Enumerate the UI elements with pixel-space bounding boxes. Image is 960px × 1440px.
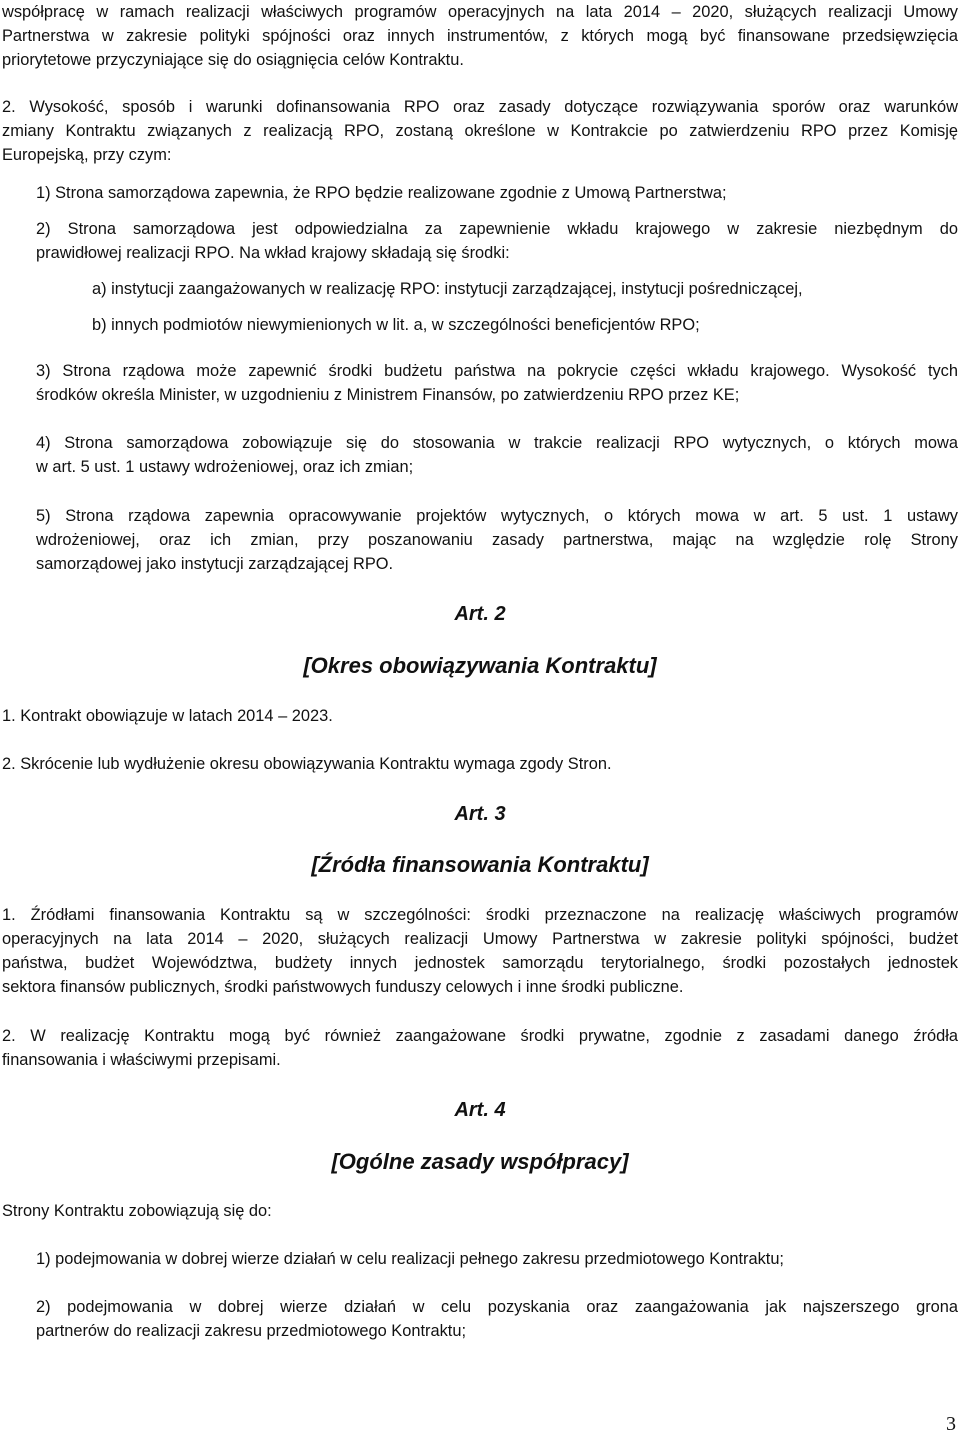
text-line: sektora finansów publicznych, środki państwowych funduszy celowych i inne środki publiczne. bbox=[2, 978, 684, 996]
list-item-2 bbox=[36, 217, 958, 265]
text-line: samorządowej jako instytucji zarządzającej RPO. bbox=[36, 555, 394, 573]
text-line: Strony Kontraktu zobowiązują się do: bbox=[2, 1202, 272, 1220]
sub-item-a bbox=[92, 277, 958, 301]
page-number: 3 bbox=[946, 1413, 956, 1435]
article-3-item-1 bbox=[2, 903, 958, 999]
text-line: 1. Kontrakt obowiązuje w latach 2014 – 2023. bbox=[2, 707, 333, 725]
article-2-item-1 bbox=[2, 704, 958, 728]
article-3-title: [Źródła finansowania Kontraktu] bbox=[311, 852, 649, 877]
article-3-number: Art. 3 bbox=[454, 803, 506, 825]
text-line: 1) Strona samorządowa zapewnia, że RPO będzie realizowane zgodnie z Umową Partnerstwa; bbox=[36, 184, 727, 202]
article-4-number: Art. 4 bbox=[454, 1099, 506, 1121]
text-line: b) innych podmiotów niewymienionych w lit. a, w szczególności beneficjentów RPO; bbox=[92, 316, 700, 334]
text-line: 2) Strona samorządowa jest odpowiedzialna za zapewnienie wkładu krajowego w zakresie niezbędnym do bbox=[36, 220, 958, 238]
list-item-4 bbox=[36, 431, 958, 479]
text-line: Partnerstwa w zakresie polityki spójności oraz innych instrumentów, z których mogą być finansowane przedsięwzięcia bbox=[2, 27, 958, 45]
sub-item-b bbox=[92, 313, 958, 337]
text-line: partnerów do realizacji zakresu przedmiotowego Kontraktu; bbox=[36, 1322, 467, 1340]
text-line: zmiany Kontraktu związanych z realizacją RPO, zostaną określone w Kontrakcie po zatwierdzeniu RPO przez Komisję bbox=[2, 122, 958, 140]
text-line: priorytetowe przyczyniające się do osiągnięcia celów Kontraktu. bbox=[2, 51, 464, 69]
text-line: wdrożeniowej, oraz ich zmian, przy poszanowaniu zasady partnerstwa, mając na względzie rolę Strony bbox=[36, 531, 958, 549]
text-line: 2. Skrócenie lub wydłużenie okresu obowiązywania Kontraktu wymaga zgody Stron. bbox=[2, 755, 612, 773]
text-line: 5) Strona rządowa zapewnia opracowywanie projektów wytycznych, o których mowa w art. 5 ust. 1 ustawy bbox=[36, 507, 958, 525]
paragraph-2 bbox=[2, 95, 958, 167]
text-line: w art. 5 ust. 1 ustawy wdrożeniowej, oraz ich zmian; bbox=[36, 458, 414, 476]
text-line: państwa, budżet Województwa, budżety innych jednostek samorządu terytorialnego, środki pozostałych jednostek bbox=[2, 954, 958, 972]
article-3-item-2 bbox=[2, 1024, 958, 1072]
list-item-5 bbox=[36, 504, 958, 576]
text-line: prawidłowej realizacji RPO. Na wkład krajowy składają się środki: bbox=[36, 244, 510, 262]
text-line: a) instytucji zaangażowanych w realizację RPO: instytucji zarządzającej, instytucji pośredniczącej, bbox=[92, 280, 803, 298]
text-line: 4) Strona samorządowa zobowiązuje się do stosowania w trakcie realizacji RPO wytycznych, o których mowa bbox=[36, 434, 958, 452]
text-line: współpracę w ramach realizacji właściwych programów operacyjnych na lata 2014 – 2020, służących realizacji Umowy bbox=[2, 3, 958, 21]
text-line: 2. W realizację Kontraktu mogą być również zaangażowane środki prywatne, zgodnie z zasadami danego źródła bbox=[2, 1027, 958, 1045]
text-line: 1. Źródłami finansowania Kontraktu są w szczególności: środki przeznaczone na realizację właściwych programów bbox=[2, 906, 958, 924]
list-item-1 bbox=[36, 181, 958, 205]
intro-paragraph bbox=[2, 0, 958, 72]
text-line: operacyjnych na lata 2014 – 2020, służących realizacji Umowy Partnerstwa w zakresie polityki spójności, budżet bbox=[2, 930, 958, 948]
text-line: Europejską, przy czym: bbox=[2, 146, 172, 164]
text-line: 2. Wysokość, sposób i warunki dofinansowania RPO oraz zasady dotyczące rozwiązywania sporów oraz warunków bbox=[2, 98, 958, 116]
article-4-item-2 bbox=[36, 1295, 958, 1343]
article-4-title: [Ogólne zasady współpracy] bbox=[331, 1149, 629, 1174]
article-2-item-2 bbox=[2, 752, 958, 776]
text-line: 3) Strona rządowa może zapewnić środki budżetu państwa na pokrycie części wkładu krajowego. Wysokość tych bbox=[36, 362, 958, 380]
list-item-3 bbox=[36, 359, 958, 407]
text-line: finansowania i właściwymi przepisami. bbox=[2, 1051, 281, 1069]
text-line: 2) podejmowania w dobrej wierze działań w celu pozyskania oraz zaangażowania jak najszerszego grona bbox=[36, 1298, 958, 1316]
article-2-title: [Okres obowiązywania Kontraktu] bbox=[303, 653, 657, 678]
text-line: 1) podejmowania w dobrej wierze działań w celu realizacji pełnego zakresu przedmiotowego Kontraktu; bbox=[36, 1250, 784, 1268]
article-4-lead bbox=[2, 1199, 958, 1223]
text-line: środków określa Minister, w uzgodnieniu z Ministrem Finansów, po zatwierdzeniu RPO przez KE; bbox=[36, 386, 740, 404]
article-4-item-1 bbox=[36, 1247, 958, 1271]
article-2-number: Art. 2 bbox=[454, 603, 506, 625]
